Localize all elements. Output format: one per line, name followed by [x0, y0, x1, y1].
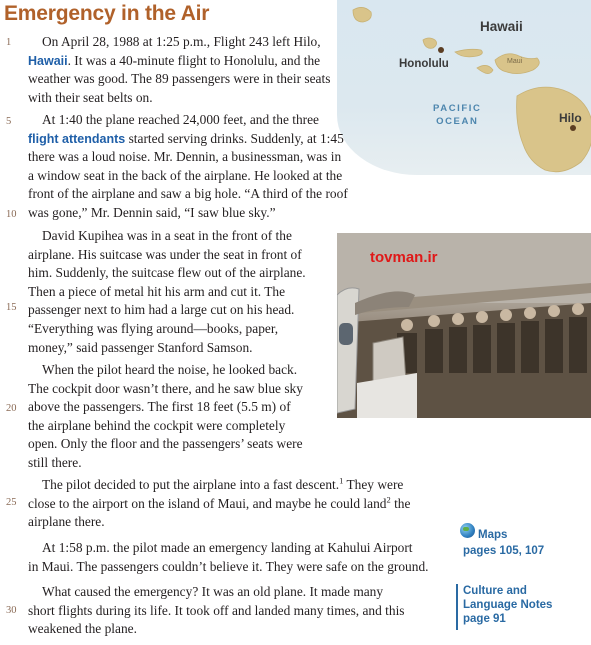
text-line: [28, 476, 410, 495]
text-segment: the: [390, 495, 411, 511]
line-number: 5: [6, 116, 12, 127]
map-label-hilo: Hilo: [559, 111, 582, 125]
text-line: [28, 283, 306, 302]
text-segment: At 1:40 the plane reached 24,000 feet, and the three: [42, 112, 319, 127]
text-segment: front of the airplane and saw a big hole. “A third of the roof: [28, 186, 348, 202]
hilo-marker: [570, 125, 576, 131]
text-segment: “Everything was flying around—books, paper,: [28, 320, 279, 336]
text-line: [28, 320, 306, 339]
ocean-label-line2: OCEAN: [436, 116, 479, 127]
text-segment: When the pilot heard the noise, he looked back.: [42, 362, 298, 377]
text-segment: a window seat in the back of the airplane. He looked at the: [28, 167, 343, 183]
text-line: [28, 558, 429, 577]
culture-notes-page[interactable]: page 91: [463, 613, 506, 625]
island-molokai: [455, 49, 482, 57]
text-line: [28, 204, 348, 223]
glossary-keyword[interactable]: flight attendants: [28, 131, 126, 146]
text-line: [28, 227, 306, 246]
island-kauai: [353, 7, 371, 22]
map-label-hawaii: Hawaii: [480, 19, 523, 34]
text-segment: At 1:58 p.m. the pilot made an emergency landing at Kahului Airport: [42, 540, 413, 555]
island-lanai: [477, 65, 493, 73]
ocean-label-line1: PACIFIC: [433, 103, 482, 114]
text-line: [28, 454, 303, 473]
text-line: [28, 539, 429, 558]
text-line: [28, 495, 410, 514]
text-segment: David Kupihea was in a seat in the front of the: [42, 228, 292, 243]
text-segment: Then a piece of metal hit his arm and cut it. The: [28, 283, 286, 299]
paragraph: [28, 227, 306, 357]
maps-pages[interactable]: pages 105, 107: [463, 545, 545, 557]
text-line: [28, 417, 303, 436]
text-line: [28, 301, 306, 320]
hawaii-map-graphic: [337, 0, 591, 175]
text-segment: . It was a 40-minute flight to Honolulu, and the: [67, 52, 321, 68]
text-segment: weakened the plane.: [28, 621, 137, 637]
text-segment: him. Suddenly, the suitcase flew out of the airplane.: [28, 265, 306, 281]
maps-title[interactable]: Maps: [478, 529, 508, 541]
text-line: [28, 398, 303, 417]
text-segment: started serving drinks. Suddenly, at 1:45: [125, 130, 344, 146]
paragraph: [28, 539, 429, 576]
text-line: [28, 185, 348, 204]
text-line: [28, 620, 405, 639]
glossary-keyword[interactable]: Hawaii: [28, 53, 68, 68]
text-line: [28, 167, 348, 186]
culture-notes-title-line1[interactable]: Culture and: [463, 585, 527, 597]
text-line: [28, 380, 303, 399]
text-line: [28, 70, 330, 89]
paragraph: [28, 583, 405, 639]
text-segment: was gone,” Mr. Dennin said, “I saw blue sky.”: [28, 204, 276, 220]
text-segment: above the passengers. The first 18 feet (5.5 m) of: [28, 399, 291, 415]
text-segment: in Maui. The passengers couldn’t believe it. They were safe on the ground.: [28, 558, 429, 574]
text-segment: there was a loud noise. Mr. Dennin, a businessman, was in: [28, 149, 342, 165]
island-oahu: [423, 38, 437, 48]
text-segment: open. Only the floor and the passengers’ seats were: [28, 436, 303, 452]
text-segment: passenger next to him had a large cut on his head.: [28, 302, 295, 318]
text-line: [28, 33, 330, 52]
text-segment: On April 28, 1988 at 1:25 p.m., Flight 243 left Hilo,: [42, 34, 321, 49]
text-line: [28, 264, 306, 283]
map-label-honolulu: Honolulu: [399, 58, 449, 70]
article-title: Emergency in the Air: [4, 2, 210, 25]
text-segment: close to the airport on the island of Maui, and maybe he could land: [28, 495, 387, 511]
text-segment: short flights during its life. It took off and landed many times, and this: [28, 602, 405, 618]
culture-notes-title-line2[interactable]: Language Notes: [463, 599, 553, 611]
text-segment: airplane there.: [28, 514, 105, 530]
text-segment: with their seat belts on.: [28, 89, 153, 105]
line-number: 15: [6, 302, 17, 313]
text-line: [28, 130, 348, 149]
text-line: [28, 602, 405, 621]
text-segment: still there.: [28, 454, 82, 470]
text-line: [28, 89, 330, 108]
island-big-island: [517, 87, 591, 172]
text-line: [28, 583, 405, 602]
paragraph: [28, 476, 410, 532]
line-number: 25: [6, 497, 17, 508]
line-number: 30: [6, 605, 17, 616]
footnote-marker[interactable]: 2: [386, 494, 391, 505]
text-segment: What caused the emergency? It was an old plane. It made many: [42, 584, 384, 599]
text-line: [28, 52, 330, 71]
text-segment: the airplane behind the cockpit were completely: [28, 417, 286, 433]
line-number: 10: [6, 209, 17, 220]
text-segment: The pilot decided to put the airplane into a fast descent.: [42, 477, 340, 492]
text-segment: money,” said passenger Stanford Samson.: [28, 339, 253, 355]
text-line: [28, 361, 303, 380]
text-segment: weather was good. The 89 passengers were in their seats: [28, 71, 331, 87]
text-line: [28, 339, 306, 358]
ocean-label: [433, 102, 482, 128]
hawaii-map: [337, 0, 591, 175]
honolulu-marker: [438, 47, 444, 53]
note-bar: [456, 584, 458, 630]
text-segment: They were: [343, 477, 404, 492]
paragraph: [28, 361, 303, 473]
text-line: [28, 513, 410, 532]
text-line: [28, 111, 348, 130]
footnote-marker[interactable]: 1: [339, 475, 344, 486]
map-label-maui: Maui: [507, 58, 523, 65]
watermark: tovman.ir: [370, 249, 438, 266]
paragraph: [28, 111, 348, 223]
text-line: [28, 246, 306, 265]
paragraph: [28, 33, 330, 107]
text-line: [28, 435, 303, 454]
globe-icon[interactable]: [460, 523, 475, 538]
text-line: [28, 148, 348, 167]
line-number: 1: [6, 37, 12, 48]
text-segment: The cockpit door wasn’t there, and he saw blue sky: [28, 380, 303, 396]
text-segment: airplane. His suitcase was under the seat in front of: [28, 246, 302, 262]
line-number: 20: [6, 403, 17, 414]
